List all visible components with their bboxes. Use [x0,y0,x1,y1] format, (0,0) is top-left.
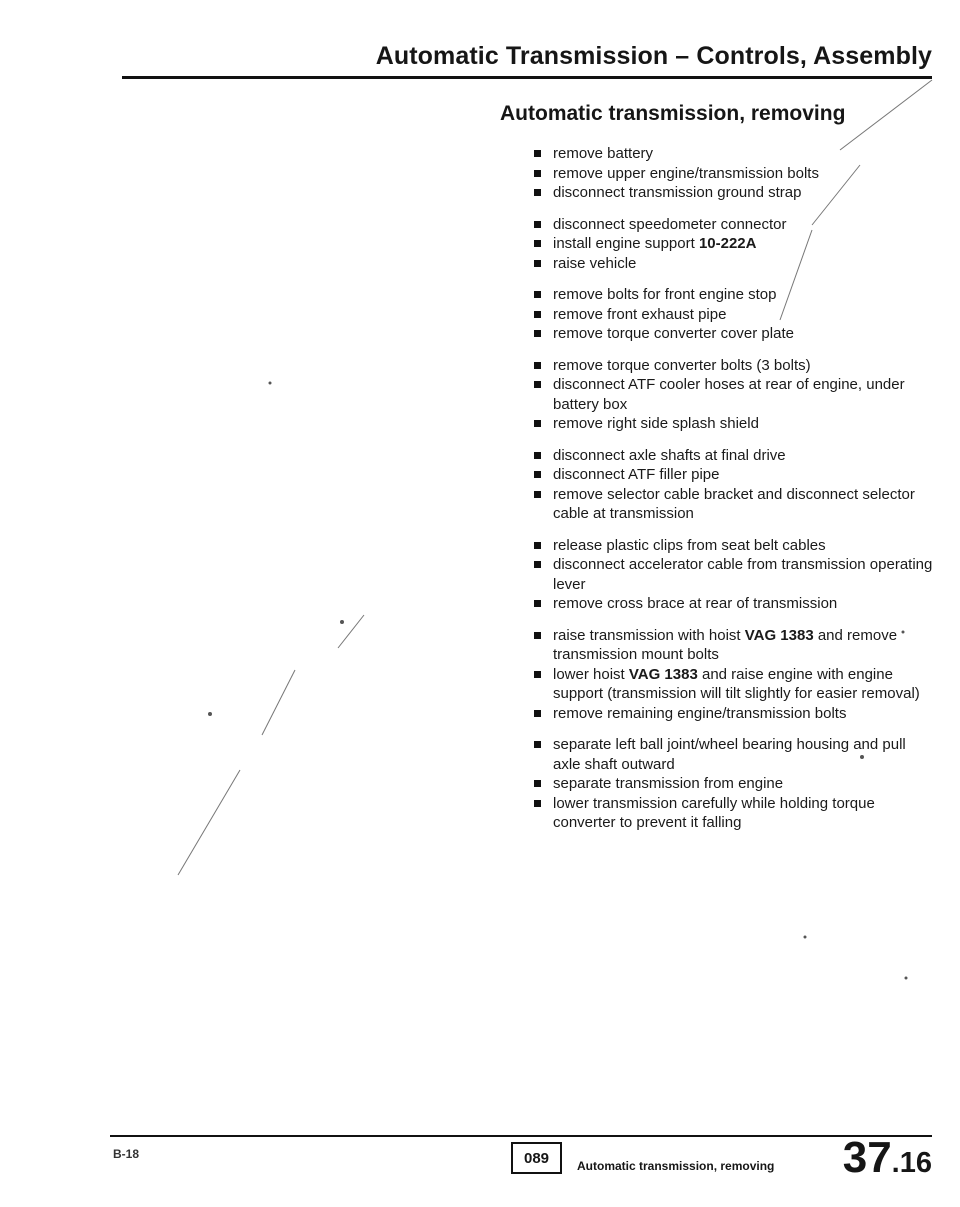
step-text: and raise engine with engine support (transmission will tilt slightly for easier removal) [553,665,920,702]
page-code: B-18 [113,1147,140,1161]
scan-stroke [840,80,932,150]
scan-stroke [780,230,812,320]
tool-number: VAG 1383 [744,626,814,644]
tool-number: 10-222A [698,235,757,252]
step-text: install engine support [553,235,699,252]
step-text: remove cross brace at rear of transmission [553,595,838,612]
scan-speck [905,977,908,980]
step-text: disconnect ATF filler pipe [553,466,720,483]
step-text: disconnect speedometer connector [553,215,787,233]
step-text: remove right side splash shield [553,415,759,432]
step-text: disconnect transmission ground strap [553,184,802,201]
tool-number: VAG 1383 [628,665,698,683]
step-text: remove torque converter bolts (3 bolts) [553,356,811,374]
step-text: remove upper engine/transmission bolts [553,164,819,182]
step-text: lower transmission carefully while holding torque converter to prevent it falling [553,794,875,831]
scan-speck [860,755,864,759]
scan-speck [804,936,807,939]
page-number-main: 37 [842,1133,892,1182]
scan-stroke [812,165,860,225]
step-text: separate left ball joint/wheel bearing housing and pull axle shaft outward [553,736,906,773]
page-title: Automatic Transmission – Controls, Assembly [375,42,932,70]
step-text: remove torque converter cover plate [553,325,794,342]
step-text: disconnect accelerator cable from transmission operating lever [553,556,933,593]
section-heading: Automatic transmission, removing [500,102,846,125]
footer-section-label: Automatic transmission, removing [577,1159,775,1173]
scan-stroke [178,770,240,875]
footer-rule [110,1135,932,1137]
step-text: remove selector cable bracket and disconnect selector cable at transmission [553,485,915,522]
step-text: disconnect axle shafts at final drive [553,446,786,464]
step-text: lower hoist [553,665,629,683]
step-text: remove bolts for front engine stop [553,286,777,303]
step-text: raise transmission with hoist [553,626,745,644]
scan-speck [902,631,905,634]
step-text: and remove transmission mount bolts [553,626,898,663]
scan-speck [208,712,212,716]
step-text: remove front exhaust pipe [553,305,727,323]
step-text: separate transmission from engine [553,775,784,792]
scan-speck [269,382,272,385]
step-text: disconnect ATF cooler hoses at rear of engine, under battery box [553,376,905,413]
page-number-decimal: .16 [891,1147,932,1179]
scan-stroke [262,670,295,735]
step-text: remove battery [553,145,654,162]
scan-speck [340,620,344,624]
page-number [843,1132,932,1189]
step-text: remove remaining engine/transmission bolts [553,704,847,722]
folio-box: 089 [511,1142,562,1174]
step-text: raise vehicle [553,254,637,272]
step-text: release plastic clips from seat belt cables [553,536,826,554]
scan-stroke [338,615,364,648]
